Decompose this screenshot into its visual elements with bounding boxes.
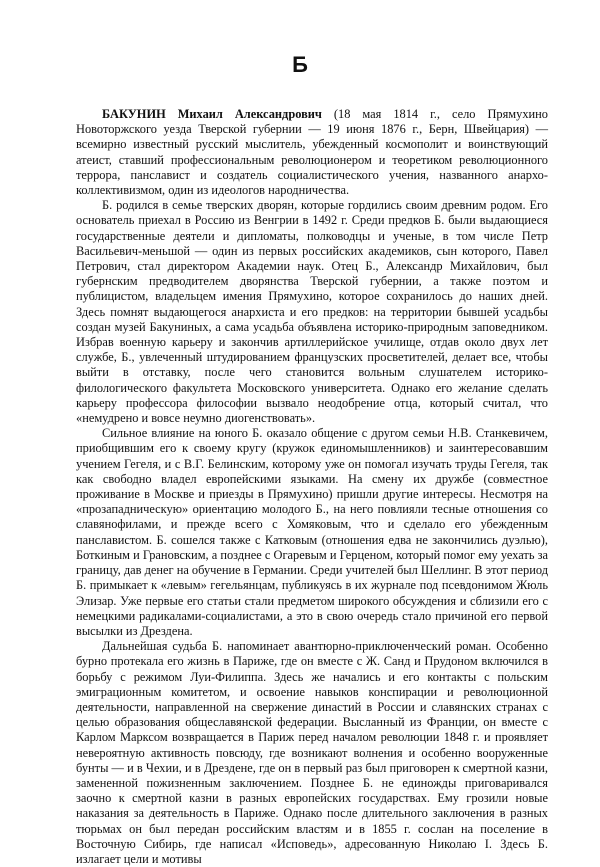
article-body [76, 107, 548, 867]
entry-intro-text: (18 мая 1814 г., село Прямухино Новоторжского уезда Тверской губернии — 19 июня 1876 г., Берн, Швейцария) — всемирно известный русский мыслитель, убежденный космополит и воинствующий атеист, ставший профессиональным революционером и теоретиком революционного террора, панславист и создатель социалистического учения, названного анархо-коллективизмом, один из идеологов народничества. [76, 107, 548, 198]
entry-headword: БАКУНИН Михаил Александрович [102, 107, 322, 121]
paragraph-biography: Б. родился в семье тверских дворян, которые гордились своим древним родом. Его основатель приехал в Россию из Венгрии в 1492 г. Среди предков Б. были выдающиеся государственные деятели и дипломаты, полководцы и ученые, в том числе Петр Васильевич-меньшой — один из первых российских академиков, сын которого, Павел Петрович, стал директором Академии наук. Отец Б., Александр Михайлович, был губернским предводителем дворянства Тверской губернии, а также поэтом и публицистом, владельцем имения Прямухино, которое сохранилось до наших дней. Здесь помнят выдающегося анархиста и его предков: на территории бывшей усадьбы создан музей Бакуниных, а сама усадьба объявлена историко-природным заповедником. Избрав военную карьеру и закончив артиллерийское училище, отдав около двух лет службе, Б., увлеченный штудированием французских просветителей, делает все, чтобы выйти в отставку, после чего становится вольным слушателем историко-филологического факультета Московского университета. Однако его желание сделать карьеру профессора философии вызвало неодобрение отца, который считал, что «немудрено и вовсе неумно диогенствовать». [76, 198, 548, 426]
paragraph-influences: Сильное влияние на юного Б. оказало общение с другом семьи Н.В. Станкевичем, приобщившим его к своему кругу (кружок единомышленников) и заинтересовавшим учением Гегеля, и с В.Г. Белинским, которому уже он помогал изучать труды Гегеля, так как свободно владел европейскими языками. На смену их дружбе (совместное проживание в Москве и приезды в Прямухино) пришли другие интересы. Несмотря на «прозападническую» ориентацию молодого Б., на него повлияли тесные отношения со славянофилами, и прежде всего с Хомяковым, что и сделало его убежденным панславистом. Б. сошелся также с Катковым (отношения едва не закончились дуэлью), Боткиным и Грановским, а позднее с Огаревым и Герценом, который помог ему уехать за границу, дав денег на обучение в Германии. Среди учителей был Шеллинг. В этот период Б. примыкает к «левым» гегельянцам, публикуясь в их журнале под псевдонимом Жюль Элизар. Уже первые его статьи стали предметом широкого обсуждения и сблизили его с немецкими радикалами-социалистами, а это в свою очередь стало причиной его первой высылки из Дрездена. [76, 426, 548, 638]
entry-intro-paragraph [76, 107, 548, 198]
section-letter: Б [292, 52, 308, 77]
paragraph-later-life: Дальнейшая судьба Б. напоминает авантюрно-приключенческий роман. Особенно бурно протекала его жизнь в Париже, где он вместе с Ж. Санд и Прудоном включился в борьбу с режимом Луи-Филиппа. Здесь же начались и его контакты с польским эмиграционным комитетом, и освоение навыков конспирации и революционной деятельности, направленной на свержение династий в России и славянских странах с целью образования общеславянской федерации. Высланный из Франции, он вместе с Карлом Марксом возвращается в Париж перед началом революции 1848 г. и проявляет невероятную активность повсюду, где возникают волнения и особенно вооруженные бунты — и в Чехии, и в Дрездене, где он в первый раз был приговорен к смертной казни, замененной пожизненным заключением. Позднее Б. не единожды приговаривался заочно к смертной казни в разных европейских государствах. Ему грозили новые наказания за деятельность в Париже. Однако после длительного заключения в разных тюрьмах он был передан российским властям и в 1855 г. сослан на поселение в Восточную Сибирь, где написал «Исповедь», адресованную Николаю I. Здесь Б. излагает цели и мотивы [76, 639, 548, 866]
